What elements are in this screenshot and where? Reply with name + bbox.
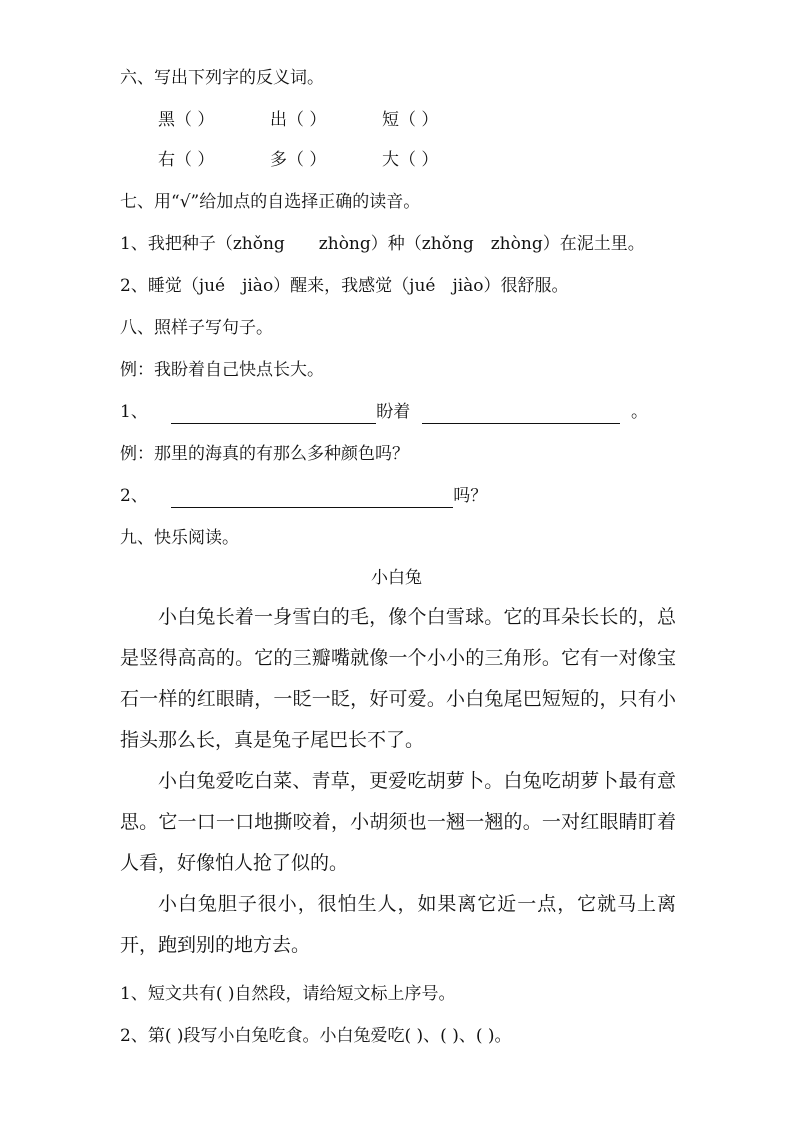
example-sentence-2: 例：那里的海真的有那么多种颜色吗？ (120, 444, 409, 464)
antonym-item: 短（ ） (382, 110, 439, 130)
story-title: 小白兔 (371, 568, 422, 588)
story-paragraph-2: 小白兔爱吃白菜、青草，更爱吃胡萝卜。白兔吃胡萝卜最有意思。它一口一口地撕咬着，小胡须也一翘一翘的。一对红眼睛盯着人看，好像怕人抢了似的。 (120, 770, 676, 874)
section-9-heading: 九、快乐阅读。 (120, 528, 239, 548)
sentence-question-2 (120, 484, 487, 508)
pinyin-question-2: 2、睡觉（jué jiào）醒来，我感觉（jué jiào）很舒服。 (120, 276, 569, 296)
pinyin-question-1: 1、我把种子（zhǒng zhòng）种（zhǒng zhòng）在泥土里。 (120, 234, 645, 254)
reading-question-2: 2、第( )段写小白兔吃食。小白兔爱吃( )、( )、( )。 (120, 1026, 512, 1046)
answer-blank[interactable] (171, 489, 453, 508)
sentence-end-word: 吗？ (453, 486, 488, 506)
antonym-item: 右（ ） (158, 150, 215, 170)
sentence-question-1 (120, 400, 648, 424)
antonym-item: 黑（ ） (158, 110, 215, 130)
answer-blank[interactable] (171, 405, 376, 424)
sentence-end-mark: 。 (631, 402, 649, 422)
section-8-heading: 八、照样子写句子。 (120, 318, 273, 338)
antonym-row-1 (158, 108, 678, 132)
antonym-row-2 (158, 148, 678, 172)
antonym-item: 大（ ） (382, 150, 439, 170)
story-paragraph-3: 小白兔胆子很小，很怕生人，如果离它近一点，它就马上离开，跑到别的地方去。 (120, 893, 676, 956)
section-7-heading: 七、用“√”给加点的自选择正确的读音。 (120, 192, 421, 212)
reading-question-1: 1、短文共有( )自然段，请给短文标上序号。 (120, 984, 456, 1004)
question-number: 1、 (120, 402, 148, 422)
antonym-item: 出（ ） (270, 110, 327, 130)
question-number: 2、 (120, 486, 148, 506)
story-paragraph-1: 小白兔长着一身雪白的毛，像个白雪球。它的耳朵长长的，总是竖得高高的。它的三瓣嘴就像一个小小的三角形。它有一对像宝石一样的红眼睛，一眨一眨，好可爱。小白兔尾巴短短的，只有小指头那么长，真是兔子尾巴长不了。 (120, 606, 676, 751)
answer-blank[interactable] (422, 405, 620, 424)
section-6-heading: 六、写出下列字的反义词。 (120, 68, 324, 88)
antonym-item: 多（ ） (270, 150, 327, 170)
example-sentence-1: 例：我盼着自己快点长大。 (120, 360, 324, 380)
sentence-middle-word: 盼着 (376, 402, 411, 422)
